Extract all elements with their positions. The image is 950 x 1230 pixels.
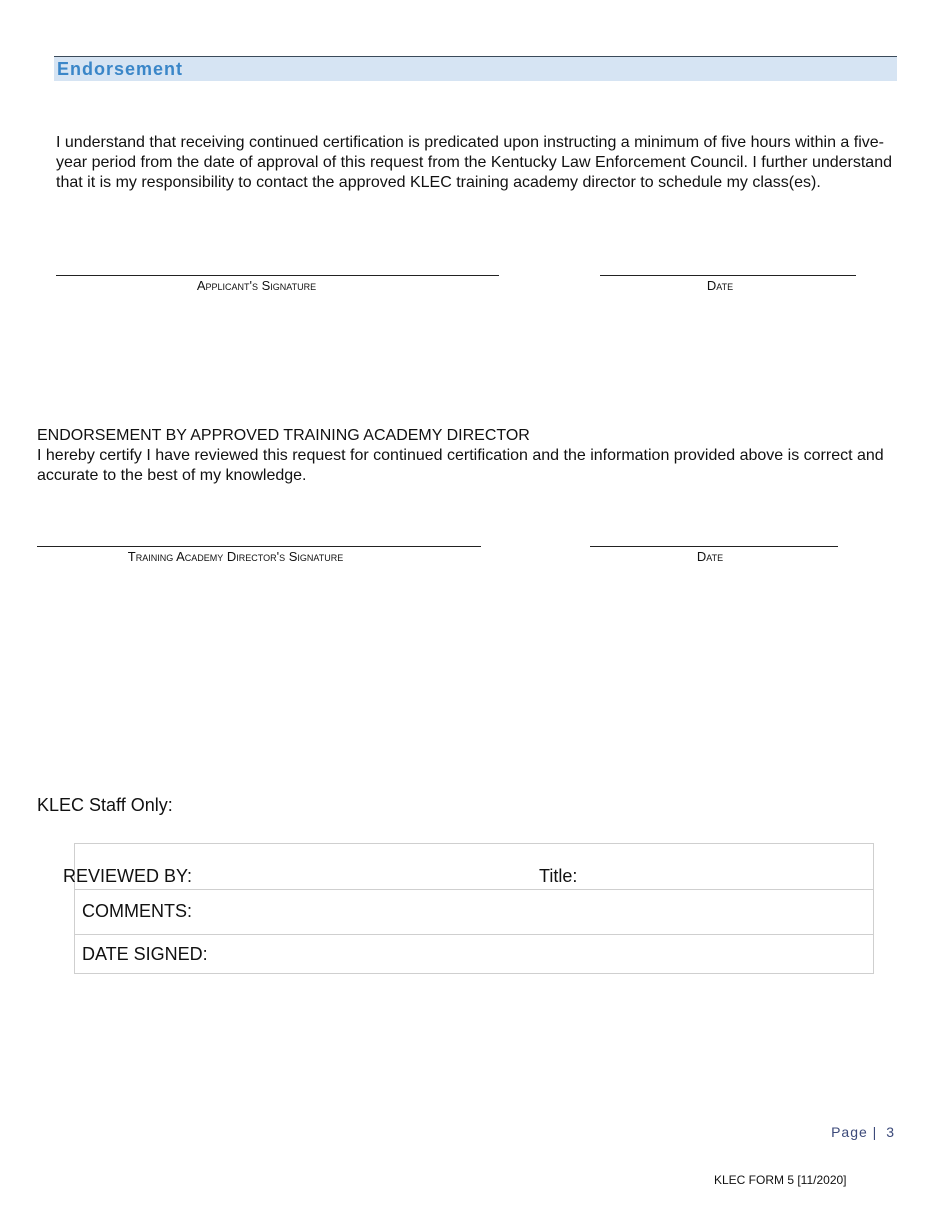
director-signature-caption: Training Academy Director's Signature (127, 549, 344, 564)
comments-field[interactable]: COMMENTS: (82, 901, 192, 921)
staff-only-label: KLEC Staff Only: (37, 795, 173, 815)
page-number-value: 3 (886, 1124, 895, 1140)
date-signed-field[interactable]: DATE SIGNED: (82, 944, 208, 964)
title-field[interactable]: Title: (539, 866, 578, 886)
page-label: Page | (831, 1124, 878, 1140)
applicant-date-caption: Date (706, 278, 734, 293)
director-statement: I hereby certify I have reviewed this request for continued certification and the information provided above is correct and accurate to the best of my knowledge. (37, 447, 884, 484)
reviewed-by-field[interactable]: REVIEWED BY: (63, 866, 193, 886)
applicant-signature-line[interactable] (56, 275, 499, 276)
director-date-line[interactable] (590, 546, 838, 547)
section-header (54, 56, 897, 81)
page-number (831, 1124, 895, 1140)
form-id: KLEC FORM 5 [11/2020] (714, 1173, 847, 1187)
row-divider (75, 889, 873, 890)
section-title: Endorsement (57, 59, 184, 79)
applicant-statement: I understand that receiving continued certification is predicated upon instructing a minimum of five hours within a five-year period from the date of approval of this request from the Kentucky Law Enforcement Council. I further understand that it is my responsibility to contact the approved KLEC training academy director to schedule my class(es). (56, 134, 892, 191)
row-divider (75, 934, 873, 935)
applicant-signature-caption: Applicant's Signature (196, 278, 317, 293)
applicant-date-line[interactable] (600, 275, 856, 276)
director-heading: ENDORSEMENT BY APPROVED TRAINING ACADEMY DIRECTOR (37, 427, 530, 444)
director-date-caption: Date (696, 549, 724, 564)
director-signature-line[interactable] (37, 546, 481, 547)
